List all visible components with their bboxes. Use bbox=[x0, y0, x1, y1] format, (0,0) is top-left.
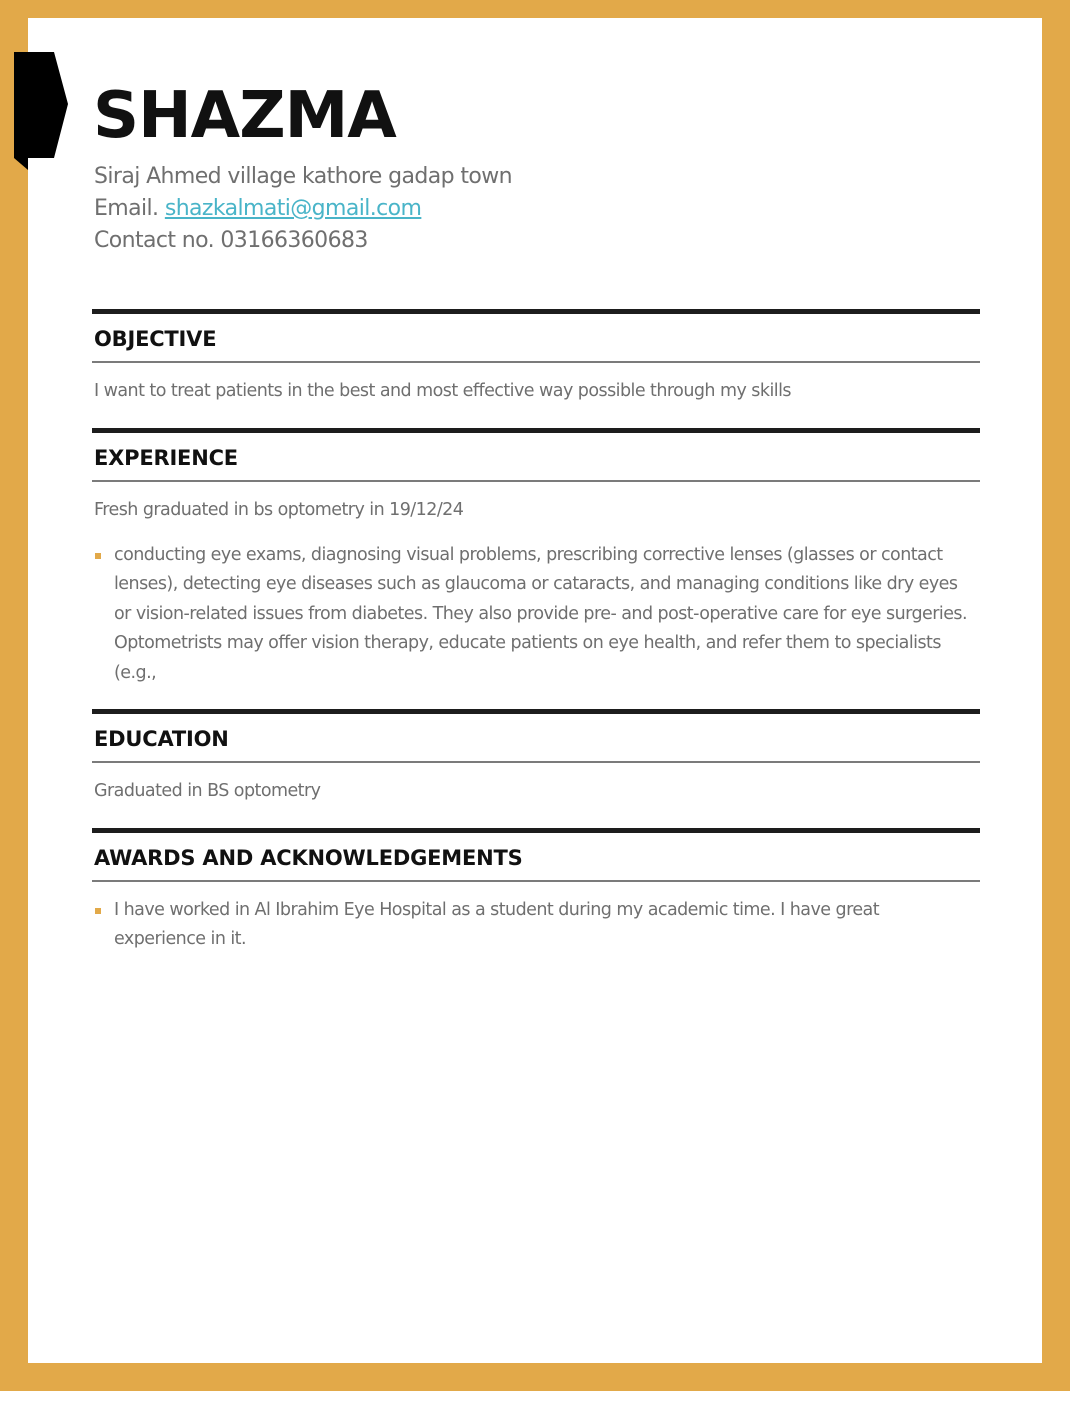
experience-summary: Fresh graduated in bs optometry in 19/12/24 bbox=[94, 500, 464, 520]
education-section bbox=[92, 709, 980, 806]
objective-text: I want to treat patients in the best and most effective way possible through my skills bbox=[94, 381, 791, 401]
awards-bullet-text: I have worked in Al Ibrahim Eye Hospital as a student during my academic time. I have great experience in it. bbox=[114, 900, 880, 950]
email-link[interactable]: shazkalmati@gmail.com bbox=[164, 196, 422, 221]
section-heading-rule bbox=[92, 880, 980, 882]
email-line bbox=[94, 193, 512, 225]
section-top-rule bbox=[92, 309, 980, 314]
objective-section bbox=[92, 309, 980, 406]
education-heading: EDUCATION bbox=[94, 727, 229, 751]
experience-bullet-text: conducting eye exams, diagnosing visual problems, prescribing corrective lenses (glasses or contact lenses), detecting eye diseases such as glaucoma or cataracts, and managing conditions like dry eyes or vision-related issues from diabetes. They also provide pre- and post-operative care for eye surgeries. Optometrists may offer vision therapy, educate patients on eye health, and refer them to specialists (e.g., bbox=[114, 545, 968, 683]
section-top-rule bbox=[92, 709, 980, 714]
section-top-rule bbox=[92, 428, 980, 433]
email-label: Email. bbox=[94, 196, 159, 221]
experience-bullet-item bbox=[92, 541, 972, 688]
section-heading-rule bbox=[92, 480, 980, 482]
address-line: Siraj Ahmed village kathore gadap town bbox=[94, 164, 512, 189]
name-flag-shape bbox=[14, 52, 68, 170]
awards-heading: AWARDS AND ACKNOWLEDGEMENTS bbox=[94, 846, 523, 870]
section-top-rule bbox=[92, 828, 980, 833]
awards-bullet-item bbox=[92, 896, 914, 955]
contact-block bbox=[94, 161, 512, 257]
education-text: Graduated in BS optometry bbox=[94, 781, 321, 801]
contact-number: 03166360683 bbox=[220, 228, 368, 253]
experience-section bbox=[92, 428, 980, 688]
bullet-square-icon bbox=[95, 908, 101, 914]
awards-section bbox=[92, 828, 980, 955]
bullet-square-icon bbox=[95, 553, 101, 559]
candidate-name: SHAZMA bbox=[93, 79, 396, 153]
objective-heading: OBJECTIVE bbox=[94, 327, 217, 351]
contact-label: Contact no. bbox=[94, 228, 214, 253]
contact-line bbox=[94, 225, 512, 257]
experience-heading: EXPERIENCE bbox=[94, 446, 238, 470]
section-heading-rule bbox=[92, 361, 980, 363]
section-heading-rule bbox=[92, 761, 980, 763]
